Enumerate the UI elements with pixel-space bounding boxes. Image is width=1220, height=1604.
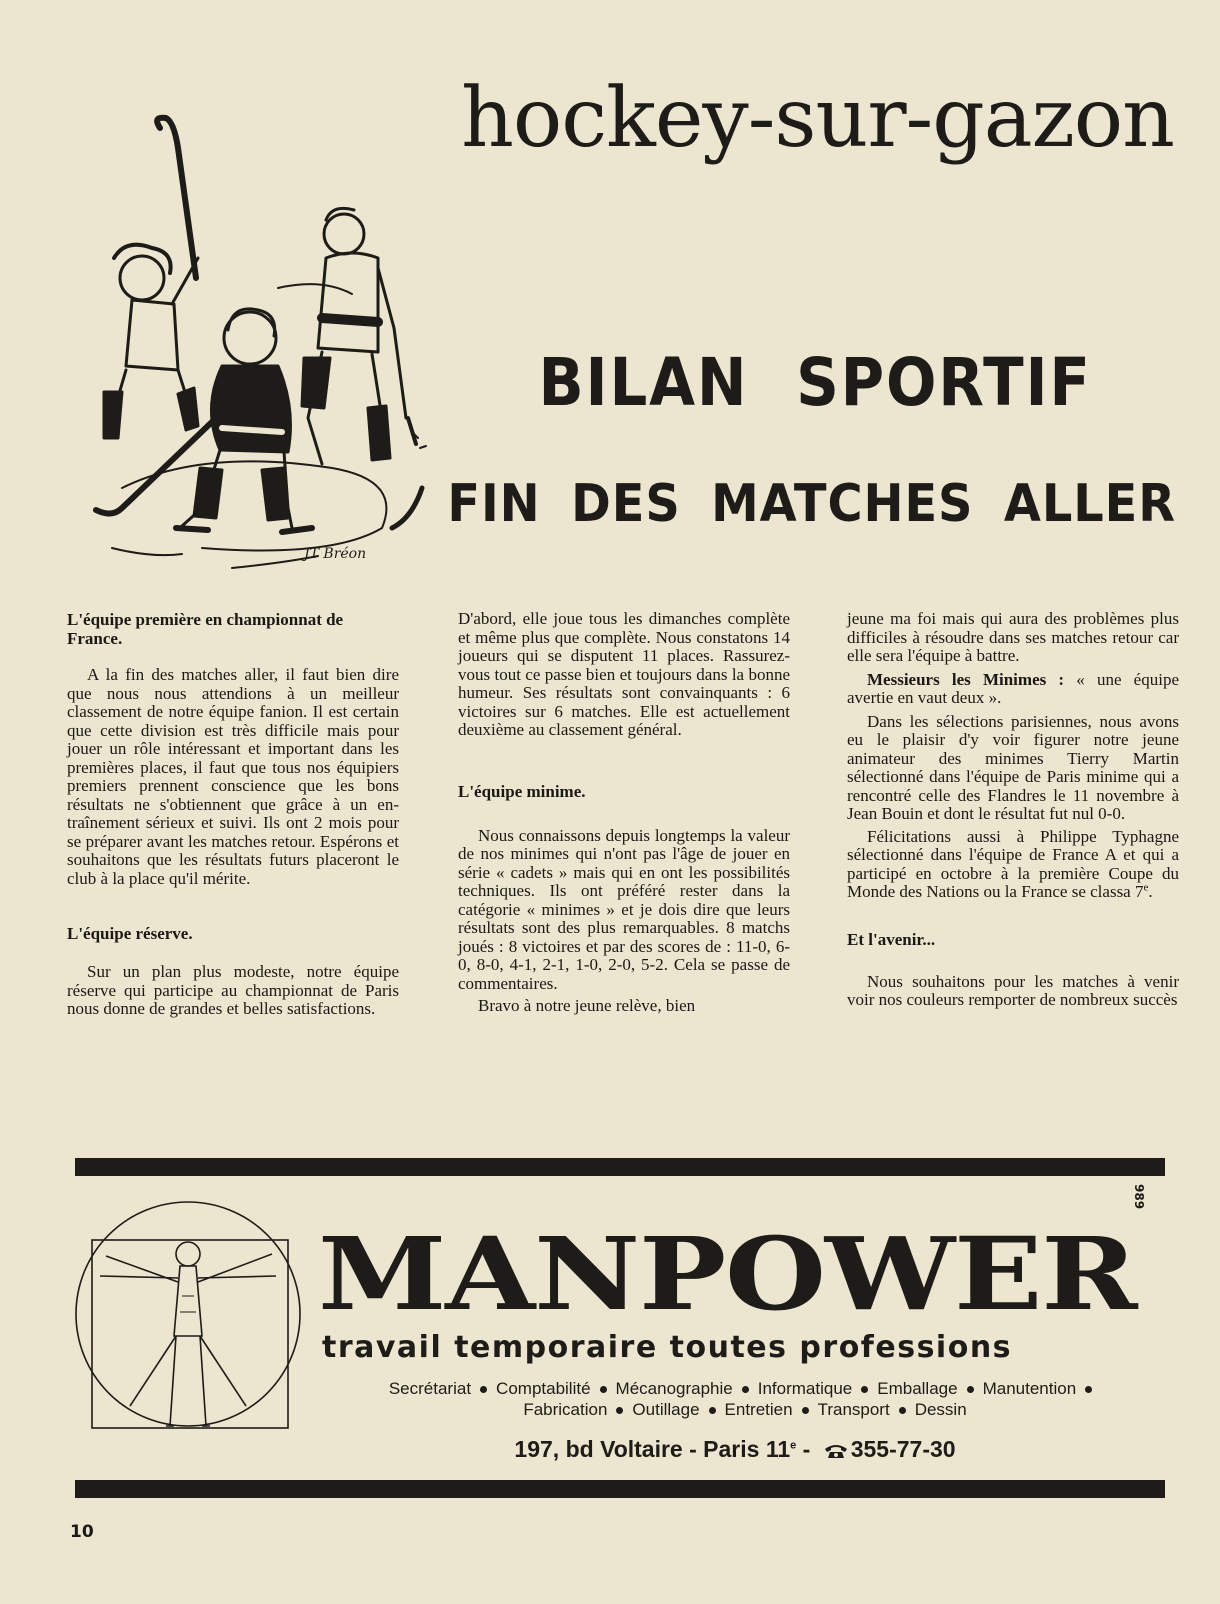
bullet-icon: [742, 1386, 749, 1393]
paragraph: Dans les sélections parisiennes, nous avons eu le plaisir d'y voir figurer notre jeune animateur des minimes Tierry Martin sélectionné dans l'équipe de Paris minime qui a rencontré celle des Flandres le 11 novembre à Jean Bouin et dont le résultat fut nul 0-0.: [847, 711, 1179, 823]
service-item: Informatique: [757, 1379, 853, 1398]
hockey-players-illustration: [82, 108, 442, 578]
service-item: Secrétariat: [388, 1379, 472, 1398]
heading-equipe-minime: L'équipe minime.: [458, 781, 586, 801]
address-line: [320, 1436, 1150, 1463]
separator: -: [796, 1436, 817, 1462]
paragraph: [847, 671, 1179, 708]
paragraph: Bravo à notre jeune relève, bien: [478, 996, 696, 1015]
service-item: Outillage: [632, 1400, 700, 1419]
minimes-quote: « une équipe avertie en vaut deux ».: [847, 669, 1179, 707]
felicitations-text: Félicitations aussi à Philippe Typhagne sélectionné dans l'équipe de France A et qui a participé en octobre à la première Coupe du Monde des Nations ou la France se classa 7: [847, 826, 1179, 901]
heading-equipe-premiere: L'équipe première en championnat de France.: [67, 610, 344, 648]
telephone-icon: [823, 1443, 849, 1459]
services-list: [330, 1378, 1160, 1420]
ad-reference-code: 989: [1132, 1184, 1146, 1210]
heading-equipe-reserve: L'équipe réserve.: [67, 924, 193, 943]
service-item: Comptabilité: [496, 1379, 591, 1398]
service-item: Dessin: [914, 1400, 967, 1419]
minimes-lead: Messieurs les Minimes :: [867, 669, 1065, 689]
paragraph: D'abord, elle joue tous les dimanches complète et même plus que complète. Nous constatons 14 joueurs qui se disputent 11 places. Rassurez-vous tout ce passe bien et toujours dans la bonne humeur. Ses résultats sont convainquants : 6 victoires sur 6 matches. Elle est actuellement deuxième au classement général.: [458, 609, 790, 739]
brand-name: MANPOWER: [318, 1215, 1137, 1333]
paragraph: jeune ma foi mais qui aura des problèmes plus difficiles à résoudre dans ses matches retour car elle sera l'équipe à battre.: [847, 609, 1179, 665]
period: .: [1148, 882, 1153, 901]
bullet-icon: [967, 1386, 974, 1393]
ad-top-rule: [75, 1158, 1165, 1176]
paragraph: [847, 828, 1179, 902]
article-column-2: [458, 610, 790, 1016]
service-item: Emballage: [877, 1379, 958, 1398]
brand-tagline: travail temporaire toutes professions: [322, 1330, 1013, 1365]
services-row-2: [330, 1399, 1160, 1420]
bullet-icon: [616, 1407, 623, 1414]
bullet-icon: [709, 1407, 716, 1414]
bullet-icon: [1085, 1386, 1092, 1393]
article-column-1: [67, 610, 399, 1019]
services-row-1: [330, 1378, 1160, 1399]
service-item: Transport: [817, 1400, 890, 1419]
paragraph: Nous souhaitons pour les matches à venir voir nos couleurs remporter de nombreux succès: [847, 971, 1179, 1009]
arrondissement-suffix: e: [790, 1439, 797, 1452]
paragraph: A la fin des matches aller, il faut bien dire que nous nous attendions à un meilleur classement de notre équipe fanion. Il est certain que cette division est très difficile mais pour jouer un rôle intéressant et important dans les premières places, il faut que tous nos équipiers premiers prennent conscience que les bons résultats ne s'obtiennent que grâce à un entraînement sérieux et suivi. Ils ont 2 mois pour se préparer avant les matches retour. Espérons et souhaitons que les résultats futurs placeront le club à la place qu'il mérite.: [67, 665, 399, 888]
ad-bottom-rule: [75, 1480, 1165, 1498]
illustration-signature: JT Bréon: [304, 546, 367, 562]
bullet-icon: [899, 1407, 906, 1414]
service-item: Fabrication: [523, 1400, 608, 1419]
bullet-icon: [480, 1386, 487, 1393]
service-item: Entretien: [724, 1400, 793, 1419]
bullet-icon: [802, 1407, 809, 1414]
paragraph: Sur un plan plus modeste, notre équipe réserve qui participe au championnat de Paris nous donne de grandes et belles satisfactions.: [67, 962, 399, 1018]
heading-et-l-avenir: Et l'avenir...: [847, 929, 936, 949]
section-title: hockey-sur-gazon: [461, 71, 1174, 166]
bullet-icon: [861, 1386, 868, 1393]
vitruvian-man-logo: [70, 1196, 306, 1432]
bullet-icon: [600, 1386, 607, 1393]
service-item: Manutention: [982, 1379, 1077, 1398]
street-address: 197, bd Voltaire - Paris 11: [514, 1436, 791, 1462]
subheadline: FIN DES MATCHES ALLER: [447, 474, 1176, 534]
superscript-e: e: [1143, 881, 1149, 894]
page-number: 10: [70, 1522, 94, 1542]
phone-number: 355-77-30: [850, 1436, 956, 1462]
headline: BILAN SPORTIF: [538, 344, 1092, 421]
paragraph: Nous connaissons depuis longtemps la valeur de nos minimes qui n'ont pas l'âge de jouer en série « cadets » mais qui en ont les possibilités techniques. Ils ont préféré rester dans la catégorie « minimes » et je dois dire que leurs résultats sont des plus remarquables. 8 matchs joués : 8 victoires et par des scores de : 11-0, 6-0, 8-0, 4-1, 2-1, 1-0, 2-0, 5-2. Cela se passe de commentaires.: [458, 825, 790, 993]
service-item: Mécanographie: [615, 1379, 733, 1398]
article-column-3: [847, 610, 1179, 1010]
